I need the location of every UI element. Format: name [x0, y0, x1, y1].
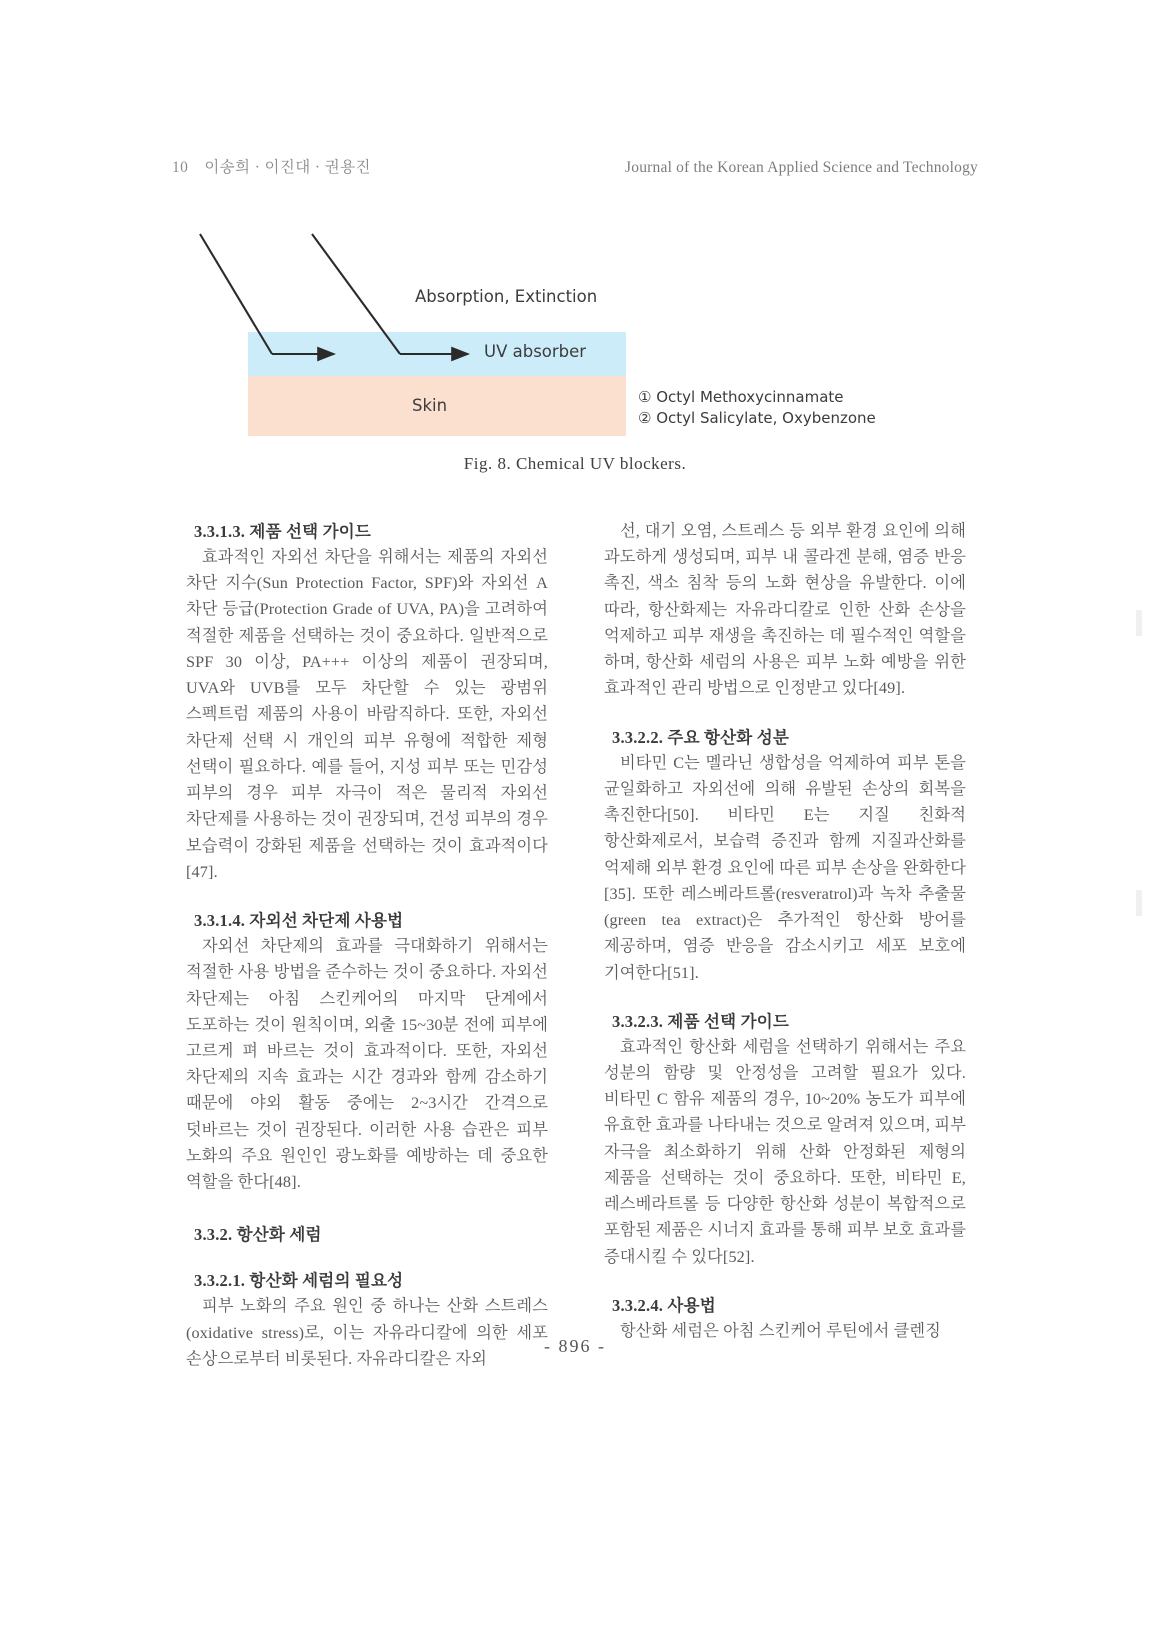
- heading-3-3-1-3: 3.3.1.3. 제품 선택 가이드: [194, 522, 372, 541]
- page-number: 10: [172, 159, 189, 176]
- figure-legend: [638, 387, 876, 430]
- paragraph-3-3-2-3: 효과적인 항산화 세럼을 선택하기 위해서는 주요 성분의 함량 및 안정성을 고려할 필요가 있다. 비타민 C 함유 제품의 경우, 10~20% 농도가 피부에 유효한 효과를 나타내는 것으로 알려져 있으며, 피부 자극을 최소화하기 위해 산화 안정화된 제형의 제품을 선택하는 것이 중요하다. 또한, 비타민 E, 레스베라트롤 등 다양한 항산화 성분이 복합적으로 포함된 제품은 시너지 효과를 통해 피부 보호 효과를 증대시킬 수 있다[52].: [604, 1037, 966, 1266]
- ray-2-incoming: [312, 234, 400, 354]
- paragraph-3-3-2-1: 피부 노화의 주요 원인 중 하나는 산화 스트레스(oxidative stress)로, 이는 자유라디칼에 의한 세포 손상으로부터 비롯된다. 자유라디칼은 자외: [186, 1297, 548, 1368]
- figure-caption: Fig. 8. Chemical UV blockers.: [463, 454, 687, 473]
- author-list: 이송희 · 이진대 · 권용진: [204, 159, 371, 176]
- figure-artwork: [172, 220, 978, 448]
- heading-3-3-2: 3.3.2. 항산화 세럼: [194, 1225, 322, 1245]
- figure-8: [172, 220, 978, 474]
- legend-item-1: ① Octyl Methoxycinnamate: [638, 388, 844, 406]
- running-head-left: [172, 155, 371, 177]
- label-skin: Skin: [412, 396, 448, 415]
- journal-title: Journal of the Korean Applied Science and Technology: [625, 159, 978, 176]
- heading-3-3-2-1: 3.3.2.1. 항산화 세럼의 필요성: [194, 1271, 404, 1291]
- paragraph-3-3-1-4: 자외선 차단제의 효과를 극대화하기 위해서는 적절한 사용 방법을 준수하는 것이 중요하다. 자외선 차단제는 아침 스킨케어의 마지막 단계에서 도포하는 것이 원칙이며, 외출 15~30분 전에 피부에 고르게 펴 바르는 것이 효과적이다. 또한, 자외선 차단제의 지속 효과는 시간 경과와 함께 감소하기 때문에 야외 활동 중에는 2~3시간 간격으로 덧바르는 것이 권장된다. 이러한 사용 습관은 피부 노화의 주요 원인인 광노화를 예방하는 데 중요한 역할을 한다[48].: [186, 937, 548, 1192]
- heading-3-3-2-3: 3.3.2.3. 제품 선택 가이드: [612, 1011, 790, 1031]
- right-column: [604, 518, 966, 1340]
- page-footer: - 896 -: [544, 1336, 606, 1356]
- paragraph-3-3-2-4: 항산화 세럼은 아침 스킨케어 루틴에서 클렌징: [620, 1321, 941, 1340]
- heading-3-3-2-4: 3.3.2.4. 사용법: [612, 1295, 716, 1315]
- label-uv-absorber: UV absorber: [484, 342, 587, 361]
- label-absorption-extinction: Absorption, Extinction: [415, 287, 598, 306]
- legend-item-2: ② Octyl Salicylate, Oxybenzone: [638, 409, 876, 428]
- scan-artifact-top: [1136, 610, 1142, 636]
- paragraph-continued: 선, 대기 오염, 스트레스 등 외부 환경 요인에 의해 과도하게 생성되며, 피부 내 콜라겐 분해, 염증 반응 촉진, 색소 침착 등의 노화 현상을 유발한다. 이에 따라, 항산화제는 자유라디칼로 인한 산화 손상을 억제하고 피부 재생을 촉진하는 데 필수적인 역할을 하며, 항산화 세럼의 사용은 피부 노화 예방을 위한 효과적인 관리 방법으로 인정받고 있다[49].: [604, 522, 966, 698]
- heading-3-3-2-2: 3.3.2.2. 주요 항산화 성분: [612, 727, 790, 747]
- heading-3-3-1-4: 3.3.1.4. 자외선 차단제 사용법: [194, 911, 404, 931]
- ray-1-incoming: [200, 234, 272, 354]
- left-column: [186, 518, 548, 1368]
- paragraph-3-3-1-3: 효과적인 자외선 차단을 위해서는 제품의 자외선 차단 지수(Sun Protection Factor, SPF)와 자외선 A 차단 등급(Protection Grade of UVA, PA)을 고려하여 적절한 제품을 선택하는 것이 중요하다. 일반적으로 SPF 30 이상, PA+++ 이상의 제품이 권장되며, UVA와 UVB를 모두 차단할 수 있는 광범위 스펙트럼 제품의 사용이 바람직하다. 또한, 자외선 차단제 선택 시 개인의 피부 유형에 적합한 제형 선택이 필요하다. 예를 들어, 지성 피부 또는 민감성 피부의 경우 피부 자극이 적은 물리적 자외선 차단제를 사용하는 것이 권장되며, 건성 피부의 경우 보습력이 강화된 제품을 선택하는 것이 효과적이다[47].: [186, 548, 548, 881]
- running-head: [172, 155, 978, 177]
- scan-artifact-bottom: [1136, 890, 1142, 916]
- paragraph-3-3-2-2: 비타민 C는 멜라닌 생합성을 억제하여 피부 톤을 균일화하고 자외선에 의해 유발된 손상의 회복을 촉진한다[50]. 비타민 E는 지질 친화적 항산화제로서, 보습력 증진과 함께 지질과산화를 억제해 외부 환경 요인에 따른 피부 손상을 완화한다[35]. 또한 레스베라트롤(resveratrol)과 녹차 추출물(green tea extract)은 추가적인 항산화 방어를 제공하며, 염증 반응을 감소시키고 세포 보호에 기여한다[51].: [604, 753, 966, 982]
